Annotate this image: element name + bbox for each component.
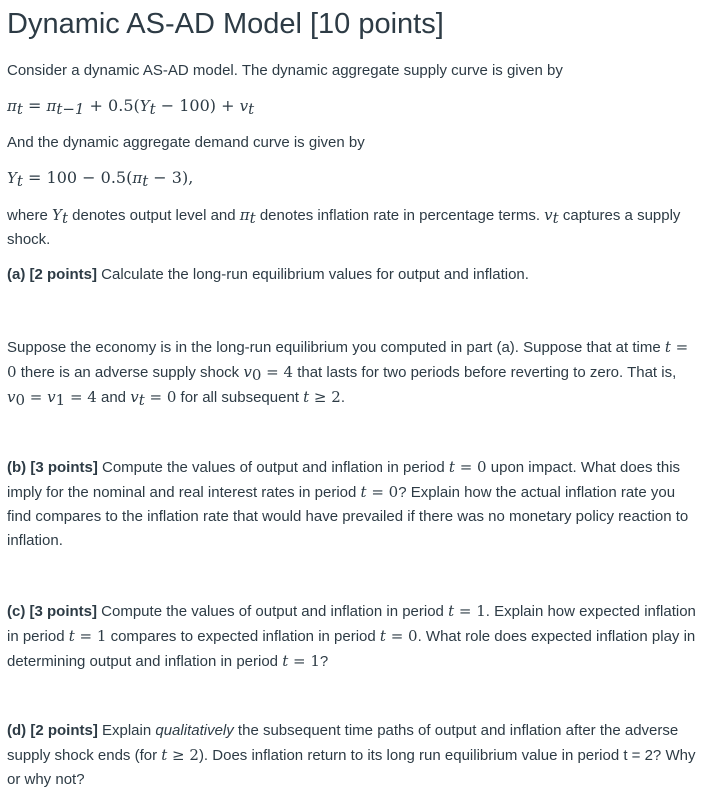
part-b-question: (b) [3 points] Compute the values of output and inflation in period t = 0 upon impact. What does this imply for the nominal and real interest rates in period t = 0? Explain how the actual inflation rate you find compares to the inflation rate that would have prevailed if there was no monetary policy reaction to inflation. — [7, 458, 689, 549]
part-d-label: (d) [2 points] — [7, 722, 98, 739]
ad-equation: $Y_t = 100 - 0.5(\pi_t - 3)$, — [7, 168, 194, 190]
intro-paragraph: Consider a dynamic AS-AD model. The dynamic aggregate supply curve is given by — [7, 62, 563, 79]
part-c-label: (c) [3 points] — [7, 603, 97, 620]
definitions-paragraph: where $Y_t$ denotes output level and $\pi_t$ denotes inflation rate in percentage terms. $v_t$ captures a supply shock. — [7, 206, 681, 248]
part-a-question: (a) [2 points] Calculate the long-run equilibrium values for output and inflation. — [7, 266, 529, 283]
part-a-label: (a) [2 points] — [7, 266, 97, 283]
part-c-question: (c) [3 points] Compute the values of output and inflation in period t = 1. Explain how expected inflation in period t = 1 compares to expected inflation in period t = 0. What role does expected inflation play in determining output and inflation in period t = 1? — [7, 602, 696, 670]
shock-paragraph: Suppose the economy is in the long-run equilibrium you computed in part (a). Suppose that at time t = 0 there is an adverse supply shock $v_0 = 4$ that lasts for two periods before reverting to zero. That is, $v_0 = v_1 = 4$ and $v_t = 0$ for all subsequent t ≥ 2. — [7, 338, 689, 409]
ad-intro-paragraph: And the dynamic aggregate demand curve is given by — [7, 134, 365, 151]
as-equation: $\pi_t = \pi_{t-1} + 0.5(Y_t - 100) + v_t$ — [7, 96, 255, 118]
page-title: Dynamic AS-AD Model [10 points] — [7, 8, 444, 40]
part-d-question: (d) [2 points] Explain qualitatively the subsequent time paths of output and inflation after the adverse supply shock ends (for t ≥ 2). Does inflation return to its long run equilibrium value in period t = 2? Why or why not? — [7, 722, 696, 788]
part-b-label: (b) [3 points] — [7, 459, 98, 476]
